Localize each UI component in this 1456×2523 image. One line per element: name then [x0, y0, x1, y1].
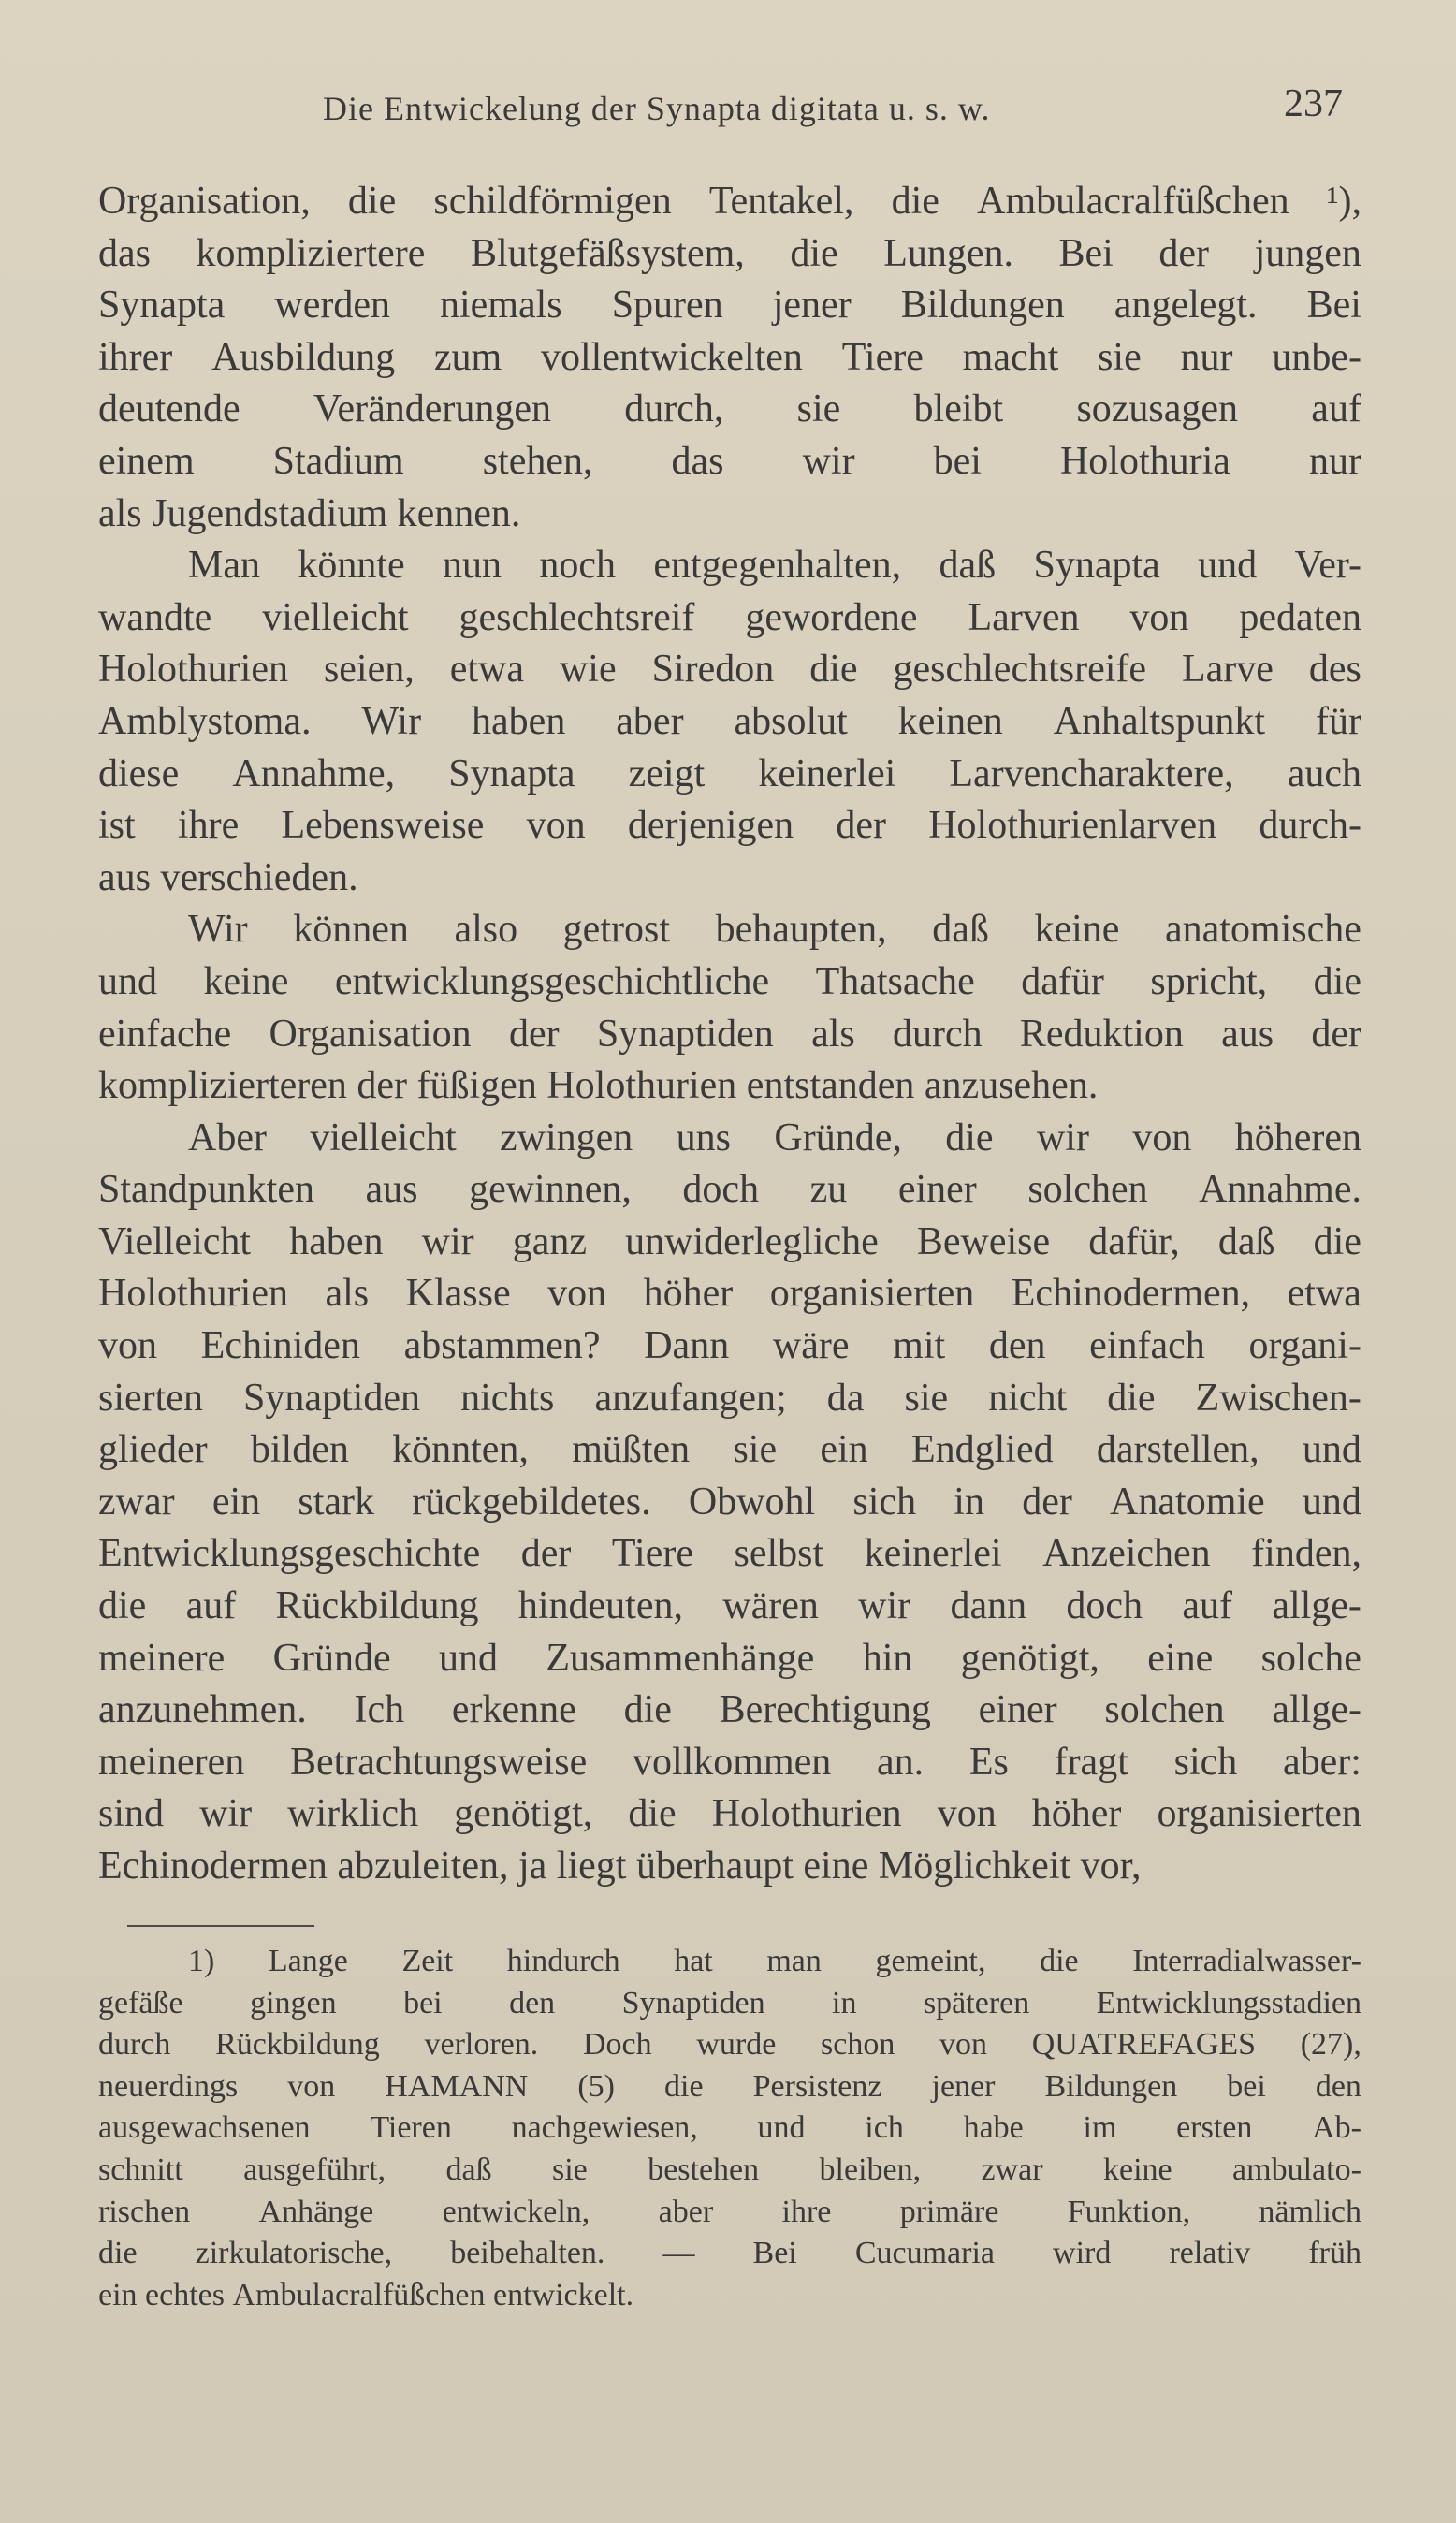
text-line: sind wir wirklich genötigt, die Holothurien von höher organisierten [98, 1792, 1361, 1836]
text-line: Vielleicht haben wir ganz unwiderlegliche Beweise dafür, daß die [98, 1219, 1361, 1263]
footnote-line: schnitt ausgeführt, daß sie bestehen bleiben, zwar keine ambulato- [98, 2151, 1361, 2187]
text-line: anzunehmen. Ich erkenne die Berechtigung einer solchen allge- [98, 1688, 1361, 1732]
text-line: Standpunkten aus gewinnen, doch zu einer solchen Annahme. [98, 1168, 1361, 1212]
text-line: Holothurien als Klasse von höher organisierten Echinodermen, etwa [98, 1272, 1361, 1316]
text-line: aus verschieden. [98, 855, 358, 899]
text-line: meineren Betrachtungsweise vollkommen an. Es fragt sich aber: [98, 1740, 1361, 1784]
footnote-line: gefäße gingen bei den Synaptiden in späteren Entwicklungsstadien [98, 1985, 1361, 2020]
text-line: wandte vielleicht geschlechtsreif gewordene Larven von pedaten [98, 595, 1361, 639]
footnote-line: ein echtes Ambulacralfüßchen entwickelt. [98, 2277, 634, 2312]
running-title: Die Entwickelung der Synapta digitata u. s. w. [323, 90, 991, 127]
footnotes [98, 1941, 1361, 2316]
text-line: von Echiniden abstammen? Dann wäre mit den einfach organi- [98, 1324, 1361, 1368]
text-line: diese Annahme, Synapta zeigt keinerlei Larvencharaktere, auch [98, 751, 1361, 795]
text-line: als Jugendstadium kennen. [98, 491, 521, 535]
text-line: Synapta werden niemals Spuren jener Bildungen angelegt. Bei [98, 284, 1361, 328]
footnote-line: 1) Lange Zeit hindurch hat man gemeint, die Interradialwasser- [188, 1944, 1361, 1978]
text-line: ihrer Ausbildung zum vollentwickelten Tiere macht sie nur unbe- [98, 335, 1361, 379]
text-line: das kompliziertere Blutgefäßsystem, die Lungen. Bei der jungen [98, 231, 1361, 275]
text-line: Holothurien seien, etwa wie Siredon die geschlechtsreife Larve des [98, 648, 1361, 692]
text-line: Man könnte nun noch entgegenhalten, daß Synapta und Ver- [188, 544, 1361, 588]
text-line: die auf Rückbildung hindeuten, wären wir dann doch auf allge- [98, 1584, 1361, 1628]
text-line: einem Stadium stehen, das wir bei Holothuria nur [98, 439, 1361, 483]
text-line: zwar ein stark rückgebildetes. Obwohl sich in der Anatomie und [98, 1480, 1361, 1524]
footnote-line: neuerdings von HAMANN (5) die Persistenz jener Bildungen bei den [98, 2068, 1361, 2104]
text-line: Aber vielleicht zwingen uns Gründe, die wir von höheren [188, 1116, 1361, 1159]
text-line: Entwicklungsgeschichte der Tiere selbst keinerlei Anzeichen finden, [98, 1532, 1361, 1576]
text-line: und keine entwicklungsgeschichtliche Thatsache dafür spricht, die [98, 959, 1361, 1003]
text-line: Organisation, die schildförmigen Tentakel, die Ambulacralfüßchen ¹), [98, 180, 1361, 223]
text-line: komplizierteren der füßigen Holothurien entstanden anzusehen. [98, 1064, 1099, 1108]
text-line: Echinodermen abzuleiten, ja liegt überhaupt eine Möglichkeit vor, [98, 1845, 1142, 1888]
text-line: meinere Gründe und Zusammenhänge hin genötigt, eine solche [98, 1636, 1361, 1680]
text-line: sierten Synaptiden nichts anzufangen; da sie nicht die Zwischen- [98, 1376, 1361, 1420]
running-header [0, 82, 1456, 145]
text-line: einfache Organisation der Synaptiden als durch Reduktion aus der [98, 1012, 1361, 1056]
footnote-line: die zirkulatorische, beibehalten. — Bei Cucumaria wird relativ früh [98, 2236, 1361, 2271]
text-line: glieder bilden könnten, müßten sie ein Endglied darstellen, und [98, 1428, 1361, 1472]
footnote-divider [127, 1925, 314, 1927]
text-line: deutende Veränderungen durch, sie bleibt sozusagen auf [98, 387, 1361, 431]
footnote-line: durch Rückbildung verloren. Doch wurde schon von QUATREFAGES (27), [98, 2027, 1361, 2063]
text-line: ist ihre Lebensweise von derjenigen der Holothurienlarven durch- [98, 804, 1361, 848]
main-text [98, 176, 1361, 1893]
footnote-line: ausgewachsenen Tieren nachgewiesen, und ich habe im ersten Ab- [98, 2110, 1361, 2146]
text-line: Wir können also getrost behaupten, daß keine anatomische [188, 908, 1361, 952]
page-number: 237 [1284, 82, 1343, 125]
footnote-line: rischen Anhänge entwickeln, aber ihre primäre Funktion, nämlich [98, 2194, 1361, 2229]
text-line: Amblystoma. Wir haben aber absolut keinen Anhaltspunkt für [98, 699, 1361, 743]
